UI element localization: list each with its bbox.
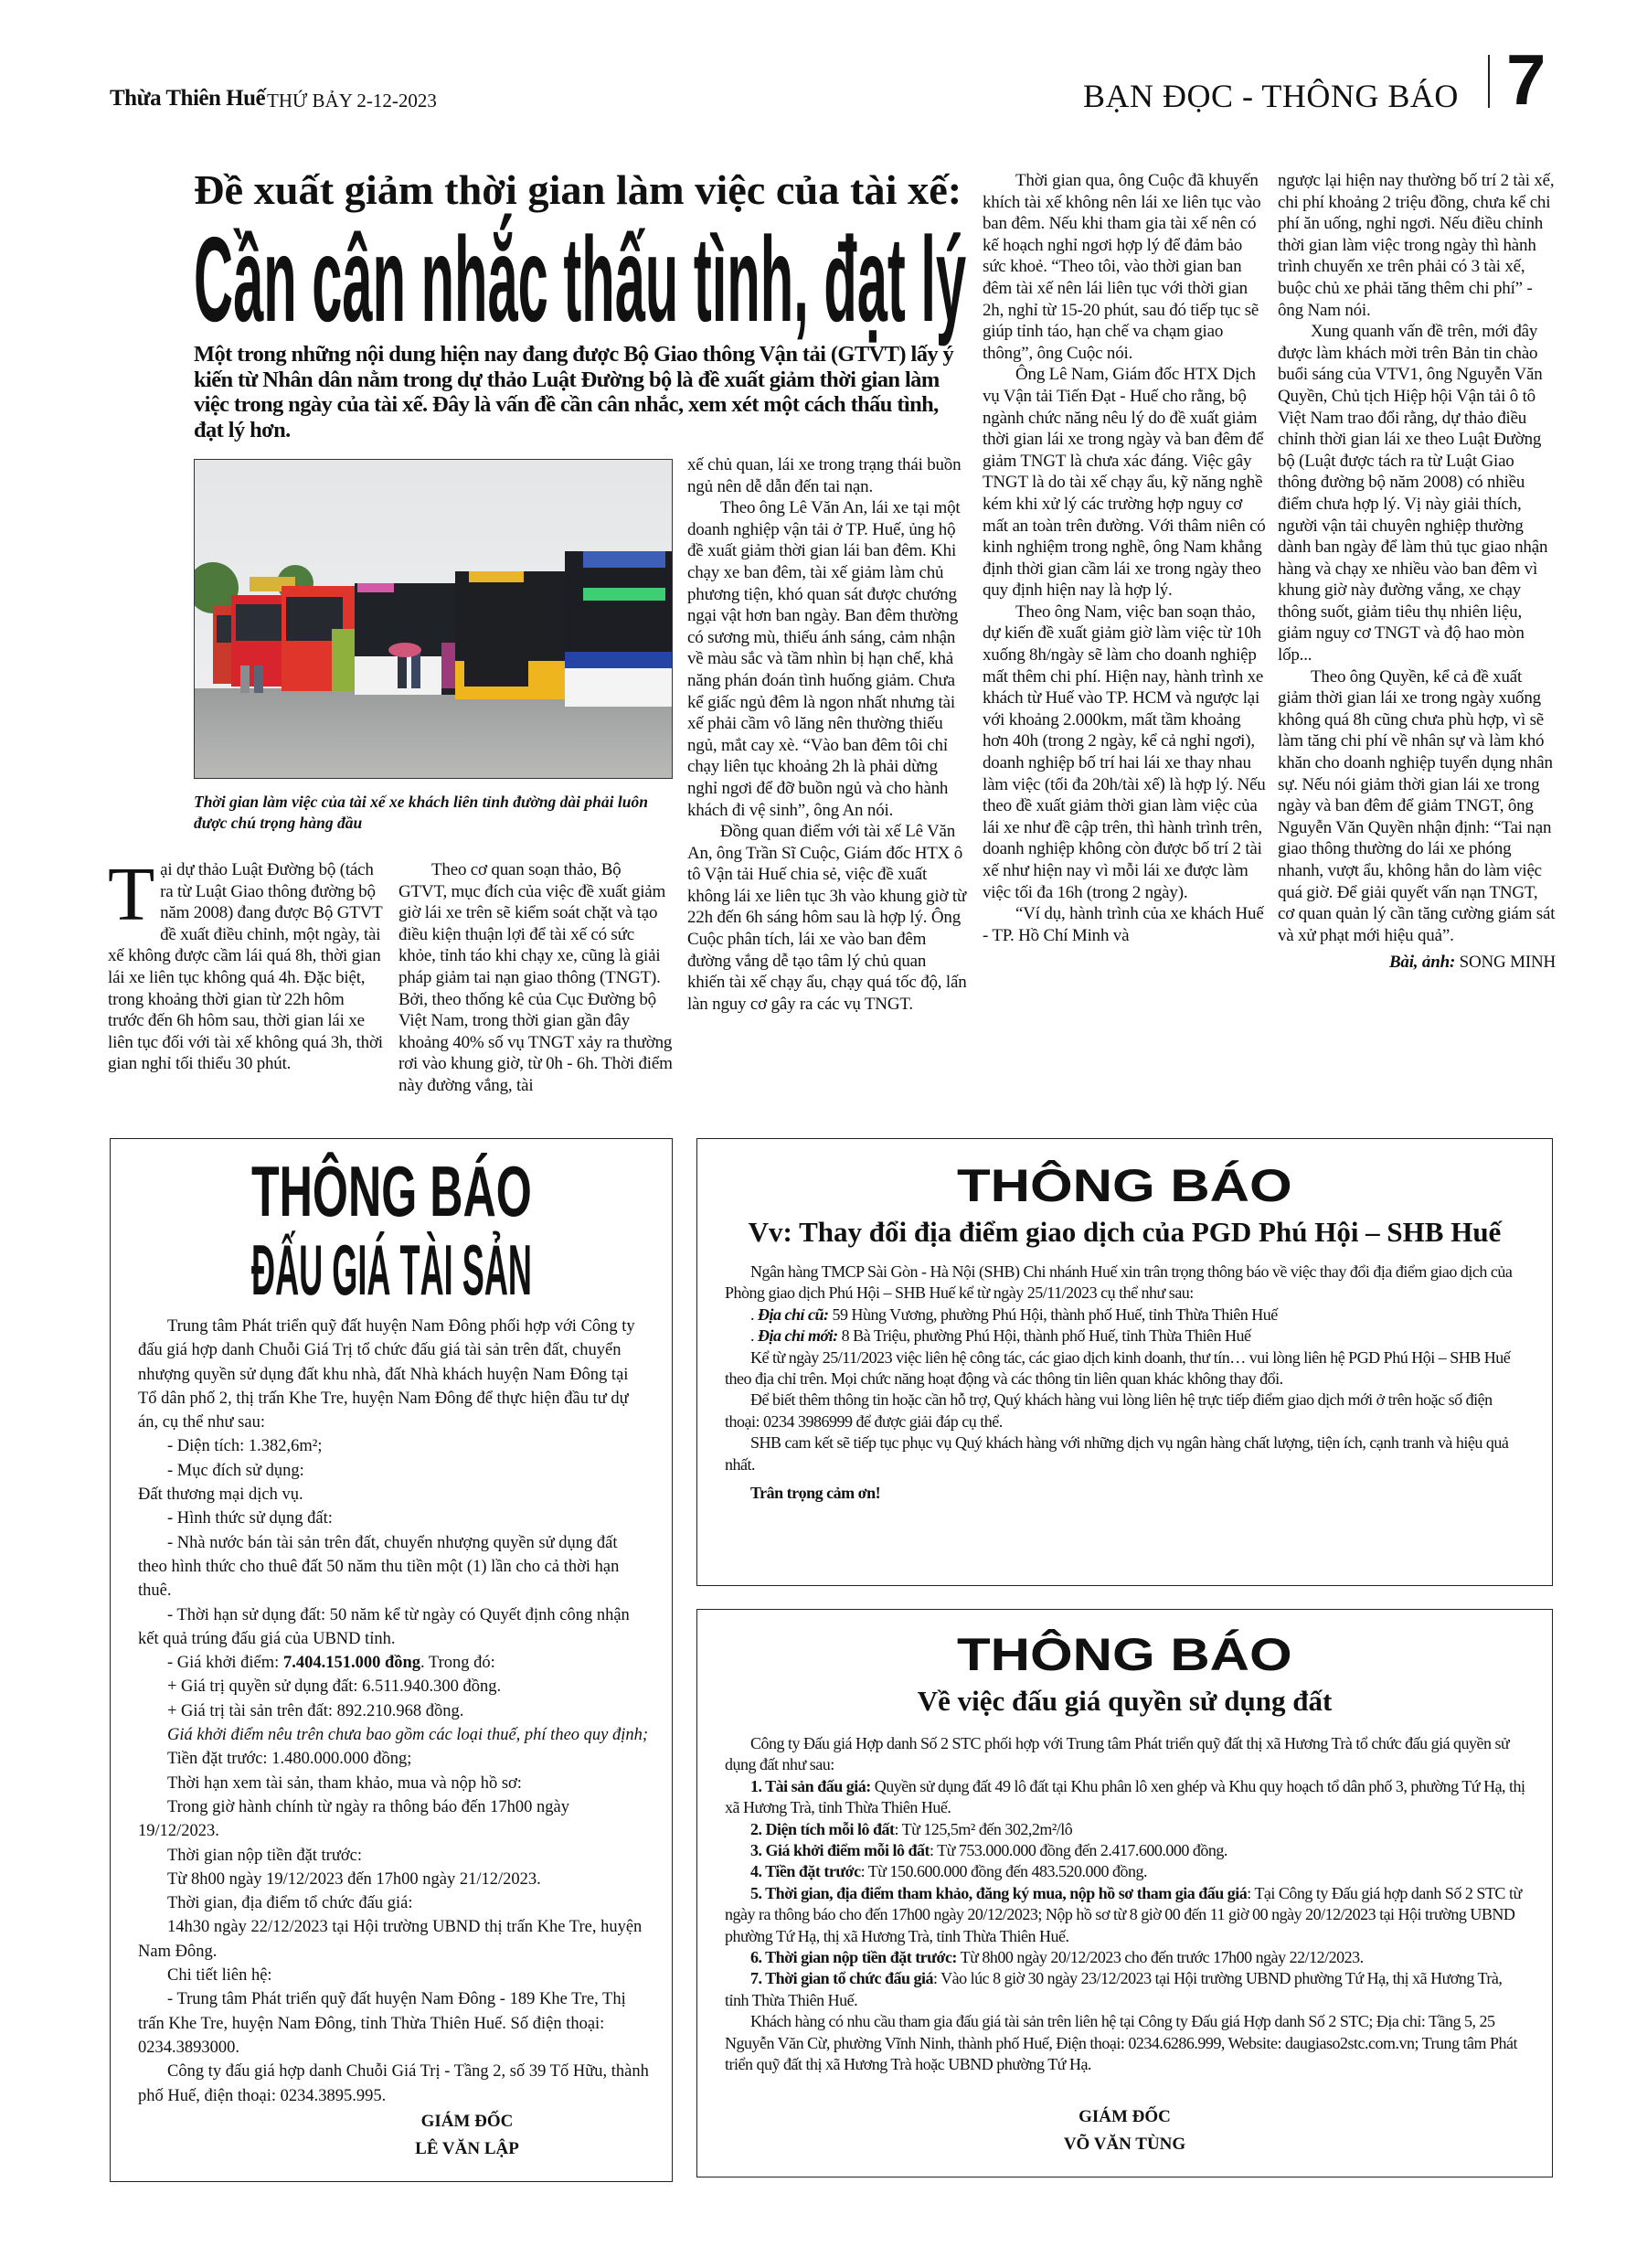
signer-title: GIÁM ĐỐC — [1079, 2107, 1171, 2126]
notice-paragraph: - Nhà nước bán tài sản trên đất, chuyển nhượng quyền sử dụng đất theo hình thức cho thuê đất 50 năm thu tiền một (1) lần cho cả thời hạn thuê. — [138, 1533, 620, 1601]
article-paragraph: Đồng quan điểm với tài xế Lê Văn An, ông Trần Sĩ Cuộc, Giám đốc HTX ô tô Vận tải Huế chia sẻ, việc đề xuất không lái xe liên tục 3h vào khung giờ từ 22h đến 6h sáng hôm sau là hợp lý. Ông Cuộc phân tích, lái xe vào ban đêm đường vắng dễ tạo tâm lý chủ quan khiến tài xế chạy ẩu, chạy quá tốc độ, lấn làn nguy cơ gây ra các vụ TNGT. — [687, 822, 967, 1014]
bus-blue — [565, 551, 672, 707]
notice-paragraph: + Giá trị quyền sử dụng đất: 6.511.940.300 đồng. — [167, 1677, 502, 1697]
notice-paragraph: Từ 8h00 ngày 19/12/2023 đến 17h00 ngày 21/12/2023. — [167, 1869, 541, 1889]
new-address-label: Địa chỉ mới: — [758, 1326, 838, 1346]
article-kicker — [194, 165, 962, 216]
item-value: : Tại Công ty Đấu giá hợp danh Số 2 STC từ ngày ra thông báo cho đến 17h00 ngày 20/12/2023; Nộp hồ sơ từ 8 giờ 00 đến 11 giờ 00 ngày 20/12/2023 tại Hội trường UBND phường Tứ Hạ, thị xã Hương Trà, tỉnh Thừa Thiên Huế. — [725, 1883, 1522, 1945]
notice-paragraph: Ngân hàng TMCP Sài Gòn - Hà Nội (SHB) Chi nhánh Huế xin trân trọng thông báo về việc thay đổi địa điểm giao dịch của Phòng giao dịch Phú Hội – SHB Huế kể từ ngày 25/11/2023 cụ thể như sau: — [725, 1262, 1513, 1303]
notice-body — [725, 1733, 1529, 2076]
item-label: 5. Thời gian, địa điểm tham khảo, đăng ký mua, nộp hồ sơ tham gia đấu giá — [750, 1883, 1248, 1902]
photo-caption: Thời gian làm việc của tài xế xe khách liên tỉnh đường dài phải luôn được chú trọng hàng đầu — [194, 793, 648, 832]
notice-asset-auction — [110, 1138, 673, 2182]
item-value: : Từ 125,5m² đến 302,2m²/lô — [894, 1819, 1073, 1838]
signer-title: GIÁM ĐỐC — [420, 2112, 514, 2131]
article-kicker-text: Đề xuất giảm thời gian làm việc của tài xế: — [194, 166, 962, 213]
notice-title — [697, 1160, 1552, 1211]
notice-paragraph: - Hình thức sử dụng đất: — [167, 1509, 333, 1528]
notice-closing: Trân trọng cảm ơn! — [750, 1484, 881, 1503]
article-paragraph: Theo cơ quan soạn thảo, Bộ GTVT, mục đích của việc đề xuất giảm giờ lái xe trên sẽ kiểm soát chặt và tạo điều kiện thuận lợi để tài xế có sức khỏe, tỉnh táo khi chạy xe, cũng là giải pháp giảm tai nạn giao thông (TNGT). Bởi, theo thống kê của Cục Đường bộ Việt Nam, trong thời gian gần đây khoảng 40% số vụ TNGT xảy ra thường rơi vào khung giờ, từ 0h - 6h. Thời điểm này đường vắng, tài — [398, 860, 673, 1095]
item-label: 1. Tài sản đấu giá: — [750, 1776, 871, 1795]
bus-station-photo — [195, 460, 672, 778]
notice-title-line1: THÔNG BÁO — [250, 1151, 532, 1231]
notice-subtitle: Vv: Thay đổi địa điểm giao dịch của PGD Phú Hội – SHB Huế — [748, 1216, 1502, 1248]
item-value: Từ 8h00 ngày 20/12/2023 cho đến trước 17h00 ngày 22/12/2023. — [956, 1948, 1364, 1967]
notice-paragraph: Để biết thêm thông tin hoặc cần hỗ trợ, Quý khách hàng vui lòng liên hệ trực tiếp điểm giao dịch mới ở trên hoặc số điện thoại: 0234 3986999 để được giải đáp cụ thể. — [725, 1390, 1493, 1431]
article-paragraph: xế chủ quan, lái xe trong trạng thái buồn ngủ nên dễ dẫn đến tai nạn. — [687, 455, 962, 496]
notice-signature — [330, 2108, 604, 2163]
article-column-2 — [398, 859, 673, 1097]
byline-label: Bài, ảnh: — [1388, 953, 1456, 973]
item-label: 7. Thời gian tổ chức đấu giá — [750, 1969, 933, 1988]
notice-paragraph: Thời gian, địa điểm tổ chức đấu giá: — [167, 1894, 413, 1913]
notice-paragraph: Tiền đặt trước: 1.480.000.000 đồng; — [167, 1750, 412, 1769]
article-headline — [194, 212, 967, 346]
notice-title-line2: ĐẤU GIÁ TÀI SẢN — [250, 1230, 532, 1310]
new-address-value: 8 Bà Triệu, phường Phú Hội, thành phố Huế, tỉnh Thừa Thiên Huế — [837, 1326, 1251, 1346]
article-column-3 — [687, 454, 967, 1015]
section-title: BẠN ĐỌC - THÔNG BÁO — [1083, 78, 1459, 114]
notice-paragraph: Giá khởi điểm nêu trên chưa bao gồm các loại thuế, phí theo quy định; — [167, 1726, 649, 1745]
item-value: : Từ 753.000.000 đồng đến 2.417.600.000 đồng. — [930, 1841, 1227, 1860]
notice-item — [725, 1776, 1529, 1819]
notice-title — [697, 1629, 1552, 1680]
newspaper-name: Thừa Thiên Huế — [110, 86, 266, 111]
notice-body — [138, 1315, 650, 2108]
header-divider — [1488, 55, 1490, 108]
old-address-label: Địa chỉ cũ: — [758, 1304, 829, 1324]
notice-land-auction — [696, 1609, 1553, 2177]
notice-paragraph: - Diện tích: 1.382,6m²; — [167, 1437, 323, 1456]
item-label: 2. Diện tích mỗi lô đất — [750, 1819, 895, 1838]
notice-paragraph: Chi tiết liên hệ: — [167, 1966, 272, 1986]
old-address: . Địa chỉ cũ: 59 Hùng Vương, phường Phú Hội, thành phố Huế, tỉnh Thừa Thiên Huế — [750, 1304, 1278, 1324]
start-price-value: 7.404.151.000 đồng — [282, 1654, 421, 1673]
notice-title — [111, 1230, 672, 1310]
item-value: : Vào lúc 8 giờ 30 ngày 23/12/2023 tại Hội trường UBND phường Tứ Hạ, thị xã Hương Trà, tỉnh Thừa Thiên Huế. — [725, 1969, 1503, 2009]
item-value: Quyền sử dụng đất 49 lô đất tại Khu phân lô xen ghép và Khu quy hoạch tổ dân phố 3, phường Tứ Hạ, thị xã Hương Trà, tỉnh Thừa Thiên Huế. — [725, 1776, 1525, 1817]
notice-contact: Khách hàng có nhu cầu tham gia đấu giá tài sản trên liên hệ tại Công ty Đấu giá Hợp danh Số 2 STC; Địa chỉ: Tầng 5, 25 Nguyễn Văn Cừ, phường Vĩnh Ninh, thành phố Huế, Điện thoại: 0234.6286.999, Website: daugiaso2stc.com.vn; Trung tâm Phát triển quỹ đất thị xã Hương Trà hoặc UBND phường Tứ Hạ. — [725, 2012, 1518, 2074]
notice-paragraph: - Trung tâm Phát triển quỹ đất huyện Nam Đông - 189 Khe Tre, Thị trấn Khe Tre, huyện Nam Đông, tỉnh Thừa Thiên Huế. Số điện thoại: 0234.3893000. — [138, 1990, 626, 2057]
notice-paragraph: Công ty đấu giá hợp danh Chuỗi Giá Trị - Tầng 2, số 39 Tố Hữu, thành phố Huế, điện thoại: 0234.3895.995. — [138, 2062, 649, 2105]
article-paragraph: Theo ông Lê Văn An, lái xe tại một doanh nghiệp vận tải ở TP. Huế, ủng hộ đề xuất giảm thời gian lái ban đêm. Khi chạy xe ban đêm, tài xế giảm làm chủ phương tiện, khó quan sát được chướng ngại vật hơn ban ngày. Ban đêm thường có sương mù, thiếu ánh sáng, cảm nhận về màu sắc và tầm nhìn bị hạn chế, khả năng phán đoán tình huống giảm. Chưa kể giấc ngủ đêm là ngon nhất nhưng tài xế phải cầm vô lăng nên thường thiếu ngủ, mắt cay xè. “Vào ban đêm tôi chỉ chạy liên tục khoảng 2h là phải dừng nghỉ ngơi để đỡ buồn ngủ và cho hành khách đi vệ sinh”, ông An nói. — [687, 498, 961, 820]
notice-paragraph: 14h30 ngày 22/12/2023 tại Hội trường UBND thị trấn Khe Tre, huyện Nam Đông. — [138, 1918, 643, 1961]
notice-item — [725, 1840, 1529, 1861]
notice-item — [725, 1861, 1529, 1882]
article-paragraph: Thời gian qua, ông Cuộc đã khuyến khích tài xế không nên lái xe liên tục vào ban đêm. Nếu khi tham gia tài xế nên có kế hoạch nghỉ ngơi hợp lý để đảm bảo sức khoẻ. “Theo tôi, vào thời gian ban đêm tài xế nên lái liên tục với thời gian 2h, nghỉ từ 15-20 phút, sau đó tiếp tục sẽ giúp tỉnh táo, hạn chế va chạm giao thông”, ông Cuộc nói. — [983, 171, 1261, 363]
notice-paragraph: Trung tâm Phát triển quỹ đất huyện Nam Đông phối hợp với Công ty đấu giá hợp danh Chuỗi Giá Trị tổ chức đấu giá tài sản trên đất, chuyển nhượng quyền sử dụng đất khu nhà, đất Nhà khách huyện Nam Đông tại Tổ dân phố 2, thị trấn Khe Tre, huyện Nam Đông để thực hiện đầu tư dự án, cụ thể như sau: — [138, 1317, 635, 1432]
article-photo-buses — [194, 459, 673, 779]
drop-cap: T — [108, 852, 155, 937]
item-label: 6. Thời gian nộp tiền đặt trước: — [750, 1948, 957, 1967]
notice-subtitle: Về việc đấu giá quyền sử dụng đất — [917, 1685, 1333, 1717]
item-label: 3. Giá khởi điểm mỗi lô đất — [750, 1841, 930, 1860]
byline-author: SONG MINH — [1459, 953, 1556, 973]
notice-signature — [926, 2103, 1323, 2158]
article-paragraph: Theo ông Quyền, kể cả đề xuất giảm thời gian lái xe trong ngày xuống không quá 8h cũng chưa phù hợp, vì sẽ làm tăng chi phí về nhân sự và làm khó khăn cho doanh nghiệp tuyển dụng nhân sự. Nếu nói giảm thời gian lái xe trong ngày và ban đêm để giảm TNGT, ông Nguyễn Văn Quyền nhận định: “Tai nạn giao thông thường do lái xe phóng nhanh, vượt ẩu, không hẳn do làm việc quá giờ. Để giải quyết vấn nạn TNGT, cơ quan quản lý cần tăng cường giám sát và xử phạt mới hiệu quả”. — [1278, 666, 1556, 945]
notice-title-text: THÔNG BÁO — [956, 1160, 1292, 1211]
article-paragraph: “Ví dụ, hành trình của xe khách Huế - TP. Hồ Chí Minh và — [983, 904, 1264, 945]
bus-white-pink — [355, 583, 460, 695]
article-paragraph: ngược lại hiện nay thường bố trí 2 tài xế, chi phí khoảng 2 triệu đồng, chưa kể chi phí ăn uống, nghỉ ngơi. Nếu điều chỉnh thời gian làm việc trong ngày thì hành trình chuyến xe trên phải có 3 tài xế, buộc chủ xe phải tăng thêm chi phí” - ông Nam nói. — [1278, 171, 1555, 320]
notice-item — [725, 1819, 1529, 1840]
item-label: 4. Tiền đặt trước — [750, 1862, 861, 1881]
notice-paragraph: - Thời hạn sử dụng đất: 50 năm kể từ ngày có Quyết định công nhận kết quả trúng đấu giá của UBND tỉnh. — [138, 1605, 630, 1648]
notice-item — [725, 1968, 1529, 2011]
bus-yellow — [455, 571, 579, 699]
notice-paragraph: + Giá trị tài sản trên đất: 892.210.968 đồng. — [167, 1701, 464, 1720]
old-address-value: 59 Hùng Vương, phường Phú Hội, thành phố Huế, tỉnh Thừa Thiên Huế — [828, 1304, 1278, 1324]
item-value: : Từ 150.600.000 đồng đến 483.520.000 đồng. — [860, 1862, 1148, 1881]
article-paragraph: Xung quanh vấn đề trên, mới đây được làm khách mời trên Bản tin chào buổi sáng của VTV1, ông Nguyễn Văn Quyền, Chủ tịch Hiệp hội Vận tải ô tô Việt Nam trao đổi rằng, dự thảo điều chỉnh thời gian lái xe theo Luật Đường bộ (Luật được tách ra từ Luật Giao thông đường bộ năm 2008) có nhiều điểm chưa hợp lý. Vị này giải thích, người vận tải chuyên nghiệp thường dành ban ngày để làm thủ tục giao nhận hàng và chạy xe nhiều vào ban đêm vì khung giờ này đường vắng, xe chạy thông suốt, giảm tiêu thụ nhiên liệu, giảm nguy cơ TNGT và độ hao mòn lốp... — [1278, 322, 1548, 665]
article-paragraph: ại dự thảo Luật Đường bộ (tách ra từ Luật Giao thông đường bộ năm 2008) đang được Bộ GTVT đề xuất điều chỉnh, một ngày, tài xế không được cầm lái quá 8h, thời gian lái xe liên tục không quá 4h. Đặc biệt, trong khoảng thời gian từ 22h hôm trước đến 6h hôm sau, thời gian lái xe liên tục đối với tài xế không quá 3h, thời gian nghỉ tối thiểu 30 phút. — [108, 860, 383, 1074]
notice-paragraph: Trong giờ hành chính từ ngày ra thông báo đến 17h00 ngày 19/12/2023. — [138, 1797, 569, 1841]
notice-paragraph: Thời gian nộp tiền đặt trước: — [167, 1846, 363, 1865]
notice-item — [725, 1883, 1529, 1947]
notice-paragraph: Công ty Đấu giá Hợp danh Số 2 STC phối hợp với Trung tâm Phát triển quỹ đất thị xã Hương Trà tổ chức đấu giá quyền sử dụng đất như sau: — [725, 1734, 1510, 1774]
page-number: 7 — [1506, 39, 1546, 120]
notice-title-text: THÔNG BÁO — [956, 1629, 1292, 1680]
notice-paragraph: - Mục đích sử dụng: — [167, 1461, 304, 1480]
article-byline — [1278, 952, 1556, 974]
notice-paragraph: Đất thương mại dịch vụ. — [138, 1485, 303, 1505]
notice-body — [725, 1262, 1529, 1504]
notice-shb-relocation — [696, 1138, 1553, 1586]
bus-red-3 — [282, 586, 355, 691]
article-headline-text: Cần cân nhắc thấu tình, đạt lý — [194, 212, 967, 346]
start-price-suffix: . Trong đó: — [420, 1654, 495, 1673]
notice-title — [111, 1151, 672, 1231]
signer-name: LÊ VĂN LẬP — [415, 2139, 519, 2158]
notice-paragraph: Thời hạn xem tài sản, tham khảo, mua và nộp hồ sơ: — [167, 1773, 522, 1793]
article-paragraph: Ông Lê Nam, Giám đốc HTX Dịch vụ Vận tải Tiến Đạt - Huế cho rằng, bộ ngành chức năng nêu lý do đề xuất giảm thời gian lái xe trong ngày và ban đêm để giảm TNGT là chưa xác đáng. Việc gây TNGT là do tài xế chạy ẩu, kỹ năng nghề kém khi xử lý các trường hợp nguy cơ mất an toàn trên đường. Với thâm niên có kinh nghiệm trong nghề, ông Nam khẳng định thời gian cầm lái xe trong ngày theo quy định hiện nay là hợp lý. — [983, 365, 1266, 601]
article-column-1 — [108, 852, 384, 1075]
signer-name: VÕ VĂN TÙNG — [1063, 2135, 1186, 2154]
article-column-4 — [983, 170, 1266, 946]
article-intro: Một trong những nội dung hiện nay đang được Bộ Giao thông Vận tải (GTVT) lấy ý kiến từ Nhân dân nằm trong dự thảo Luật Đường bộ là đề xuất giảm thời gian làm việc trong ngày của tài xế. Đây là vấn đề cần cân nhắc, xem xét một cách thấu tình, đạt lý hơn. — [194, 342, 954, 442]
notice-paragraph: SHB cam kết sẽ tiếp tục phục vụ Quý khách hàng với những dịch vụ ngân hàng chất lượng, tiện ích, cạnh tranh và hiệu quả nhất. — [725, 1433, 1509, 1474]
start-price-label: - Giá khởi điểm: — [167, 1654, 283, 1673]
article-paragraph: Theo ông Nam, việc ban soạn thảo, dự kiến đề xuất giảm giờ làm việc từ 10h xuống 8h/ngày sẽ làm cho doanh nghiệp mất thêm chi phí. Hiện nay, hành trình xe khách từ Huế vào TP. HCM và ngược lại với khoảng 2.000km, mất tầm khoảng hơn 40h (trong 2 ngày, kể cả nghỉ ngơi), doanh nghiệp bố trí hai lái xe thay nhau làm việc (tối đa 20h/tài xế) là hợp lý. Nếu theo đề xuất giảm thời gian làm việc của lái xe như đề cập trên, thì hành trình trên, doanh nghiệp không còn được bố trí 2 tài xế như hiện nay vì mỗi lái xe được làm việc tối đa 16h (trong 2 ngày). — [983, 602, 1266, 902]
notice-item — [725, 1947, 1529, 1968]
new-address: . Địa chỉ mới: 8 Bà Triệu, phường Phú Hội, thành phố Huế, tỉnh Thừa Thiên Huế — [750, 1326, 1251, 1346]
notice-paragraph: Kể từ ngày 25/11/2023 việc liên hệ công tác, các giao dịch kinh doanh, thư tín… vui lòng liên hệ PGD Phú Hội – SHB Huế theo địa chỉ trên. Mọi chức năng hoạt động và các thông tin liên quan khác không thay đổi. — [725, 1347, 1511, 1389]
issue-date: THỨ BẢY 2-12-2023 — [267, 90, 437, 112]
notice-start-price — [138, 1651, 650, 1675]
article-column-5 — [1278, 170, 1556, 974]
